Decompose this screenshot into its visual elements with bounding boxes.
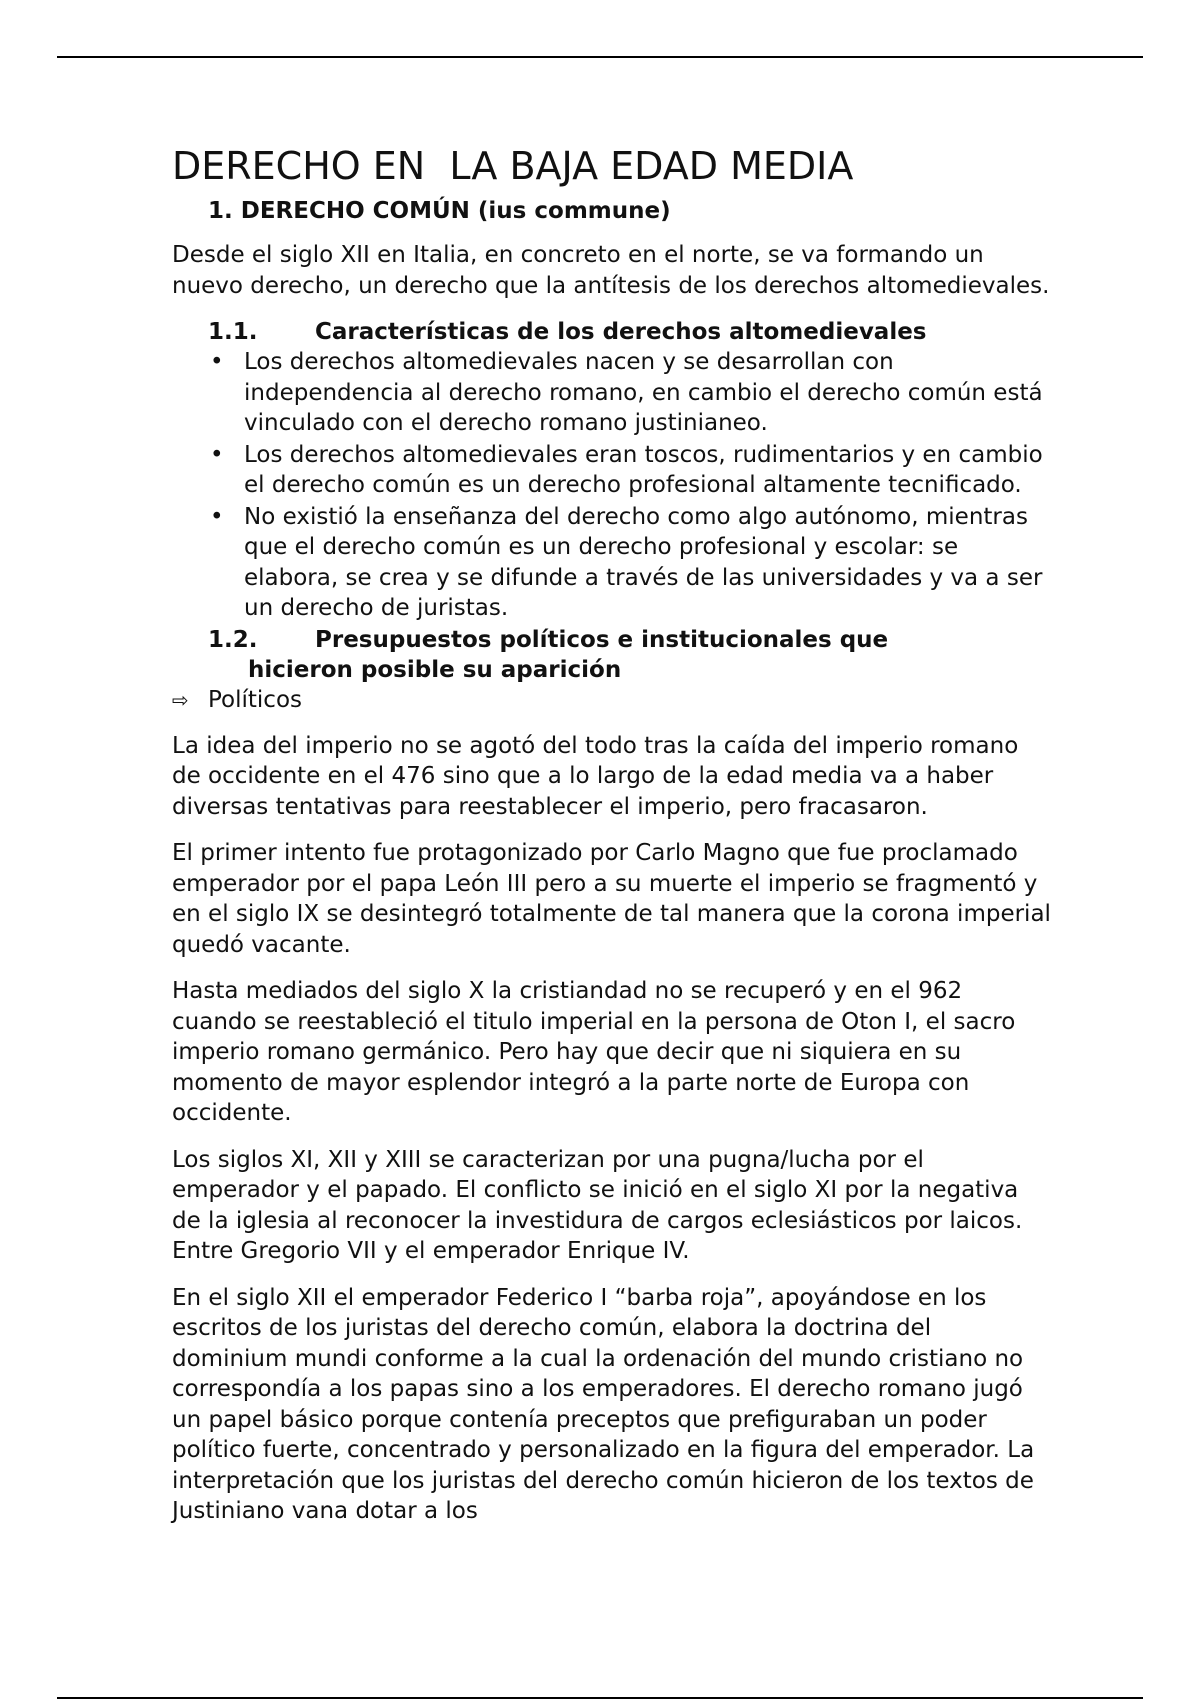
section-1-1-heading [208, 317, 1052, 347]
document-body [172, 140, 1052, 1543]
paragraph: Los siglos XI, XII y XIII se caracterizan por una pugna/lucha por el emperador y el papado. El conflicto se inició en el siglo XI por la negativa de la iglesia al reconocer la investidura de cargos eclesiásticos por laicos. Entre Gregorio VII y el emperador Enrique IV. [172, 1146, 1023, 1264]
section-1-1-title: Características de los derechos altomedievales [315, 319, 927, 345]
list-item [208, 440, 1052, 501]
list-item [208, 502, 1052, 624]
document-title: DERECHO EN LA BAJA EDAD MEDIA [172, 144, 854, 188]
paragraph: La idea del imperio no se agotó del todo tras la caída del imperio romano de occidente en el 476 sino que a lo largo de la edad media va a haber diversas tentativas para reestablecer el imperio, pero fracasaron. [172, 732, 1019, 820]
section-1-2-title-line1: Presupuestos políticos e institucionales que [315, 626, 889, 653]
politicos-item [172, 685, 1052, 715]
politicos-label: Políticos [208, 686, 303, 713]
top-divider [57, 56, 1143, 58]
list-item-text: Los derechos altomedievales eran toscos, rudimentarios y en cambio el derecho común es un derecho profesional altamente tecnificado. [244, 441, 1043, 498]
section-1-heading: 1. DERECHO COMÚN (ius commune) [208, 198, 671, 224]
bullet-icon: • [210, 503, 224, 530]
section-1-2-number: 1.2. [208, 626, 258, 653]
characteristics-list [208, 347, 1052, 624]
arrow-right-icon: ⇨ [172, 687, 189, 712]
section-1-1-number: 1.1. [208, 319, 258, 345]
bullet-icon: • [210, 441, 224, 468]
paragraph: Hasta mediados del siglo X la cristiandad no se recuperó y en el 962 cuando se reestableció el titulo imperial en la persona de Oton I, el sacro imperio romano germánico. Pero hay que decir que ni siquiera en su momento de mayor esplendor integró a la parte norte de Europa con occidente. [172, 978, 1016, 1126]
paragraph: El primer intento fue protagonizado por Carlo Magno que fue proclamado emperador por el papa León III pero a su muerte el imperio se fragmentó y en el siglo IX se desintegró totalmente de tal manera que la corona imperial quedó vacante. [172, 840, 1051, 958]
bottom-divider [57, 1697, 1143, 1699]
paragraph: En el siglo XII el emperador Federico I “barba roja”, apoyándose en los escritos de los juristas del derecho común, elabora la doctrina del dominium mundi conforme a la cual la ordenación del mundo cristiano no correspondía a los papas sino a los emperadores. El derecho romano jugó un papel básico porque contenía preceptos que prefiguraban un poder político fuerte, concentrado y personalizado en la figura del emperador. La interpretación que los juristas del derecho común hicieron de los textos de Justiniano vana dotar a los [172, 1284, 1035, 1524]
list-item [208, 347, 1052, 439]
list-item-text: No existió la enseñanza del derecho como algo autónomo, mientras que el derecho común es un derecho profesional y escolar: se elabora, se crea y se difunde a través de las universidades y va a ser un derecho de juristas. [244, 503, 1043, 621]
bullet-icon: • [210, 349, 224, 375]
section-1-2-heading [208, 625, 1052, 685]
section-1-intro: Desde el siglo XII en Italia, en concreto en el norte, se va formando un nuevo derecho, un derecho que la antítesis de los derechos altomedievales. [172, 242, 1050, 299]
list-item-text: Los derechos altomedievales nacen y se desarrollan con independencia al derecho romano, en cambio el derecho común está vinculado con el derecho romano justinianeo. [244, 349, 1043, 436]
section-1-2-title-line2: hicieron posible su aparición [248, 656, 622, 683]
